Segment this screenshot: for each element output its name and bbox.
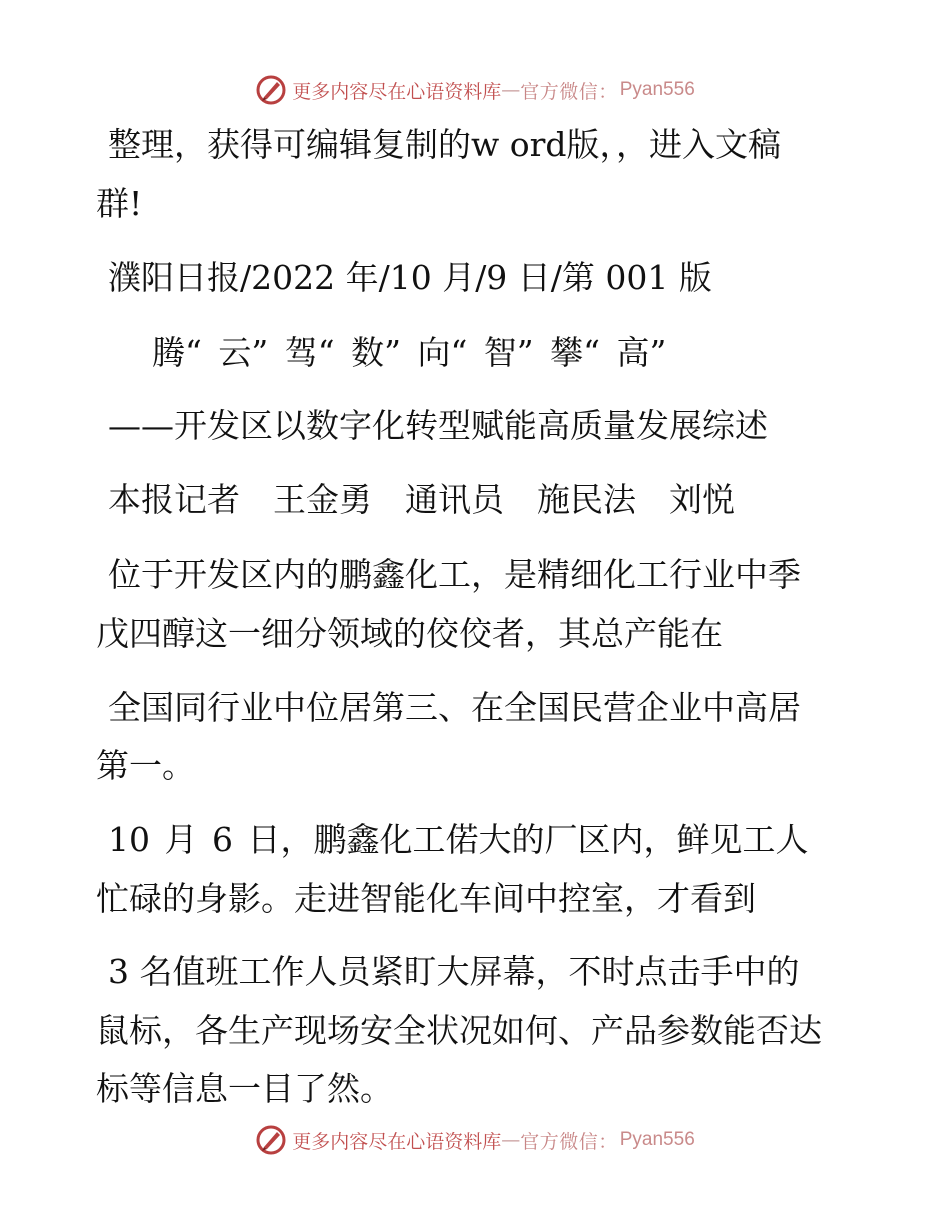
- watermark-brand: 更多内容尽在心语资料库: [292, 80, 502, 103]
- watermark-contact-label: 官方微信：: [520, 80, 618, 103]
- article-subtitle: ——开发区以数字化转型赋能高质量发展综述: [108, 406, 768, 445]
- text-line: 位于开发区内的鹏鑫化工，是精细化工行业中季: [108, 555, 801, 594]
- watermark-handle: Pyan556: [619, 1129, 695, 1150]
- text-line: 全国同行业中位居第三、在全国民营企业中高居: [108, 688, 801, 727]
- text-line: 整理，获得可编辑复制的w ord版，，进入文稿: [108, 125, 782, 164]
- text-line: 标等信息一目了然。: [96, 1069, 393, 1108]
- text-line: 3 名值班工作人员紧盯大屏幕，不时点击手中的: [108, 952, 800, 991]
- watermark-contact-label: 官方微信：: [520, 1130, 618, 1153]
- watermark-separator: —: [501, 1129, 521, 1151]
- watermark-brand: 更多内容尽在心语资料库: [292, 1130, 502, 1153]
- watermark-handle: Pyan556: [619, 79, 695, 100]
- text-line: 鼠标，各生产现场安全状况如何、产品参数能否达: [96, 1011, 822, 1050]
- watermark-footer: [0, 1120, 950, 1160]
- text-line: 10 月 6 日，鹏鑫化工偌大的厂区内，鲜见工人: [108, 820, 809, 859]
- text-line: 第一。: [96, 746, 195, 785]
- byline: 本报记者 王金勇 通讯员 施民法 刘悦: [108, 480, 735, 519]
- watermark-separator: —: [501, 79, 521, 101]
- dateline: 濮阳日报/2022 年/10 月/9 日/第 001 版: [108, 258, 712, 297]
- text-line: 戊四醇这一细分领域的佼佼者，其总产能在: [96, 614, 723, 653]
- quill-seal-icon: [255, 1124, 287, 1156]
- text-line: 群!: [96, 184, 143, 223]
- article-title: 腾“ 云” 驾“ 数” 向“ 智” 攀“ 高”: [152, 333, 667, 372]
- text-line: 忙碌的身影。走进智能化车间中控室，才看到: [96, 879, 756, 918]
